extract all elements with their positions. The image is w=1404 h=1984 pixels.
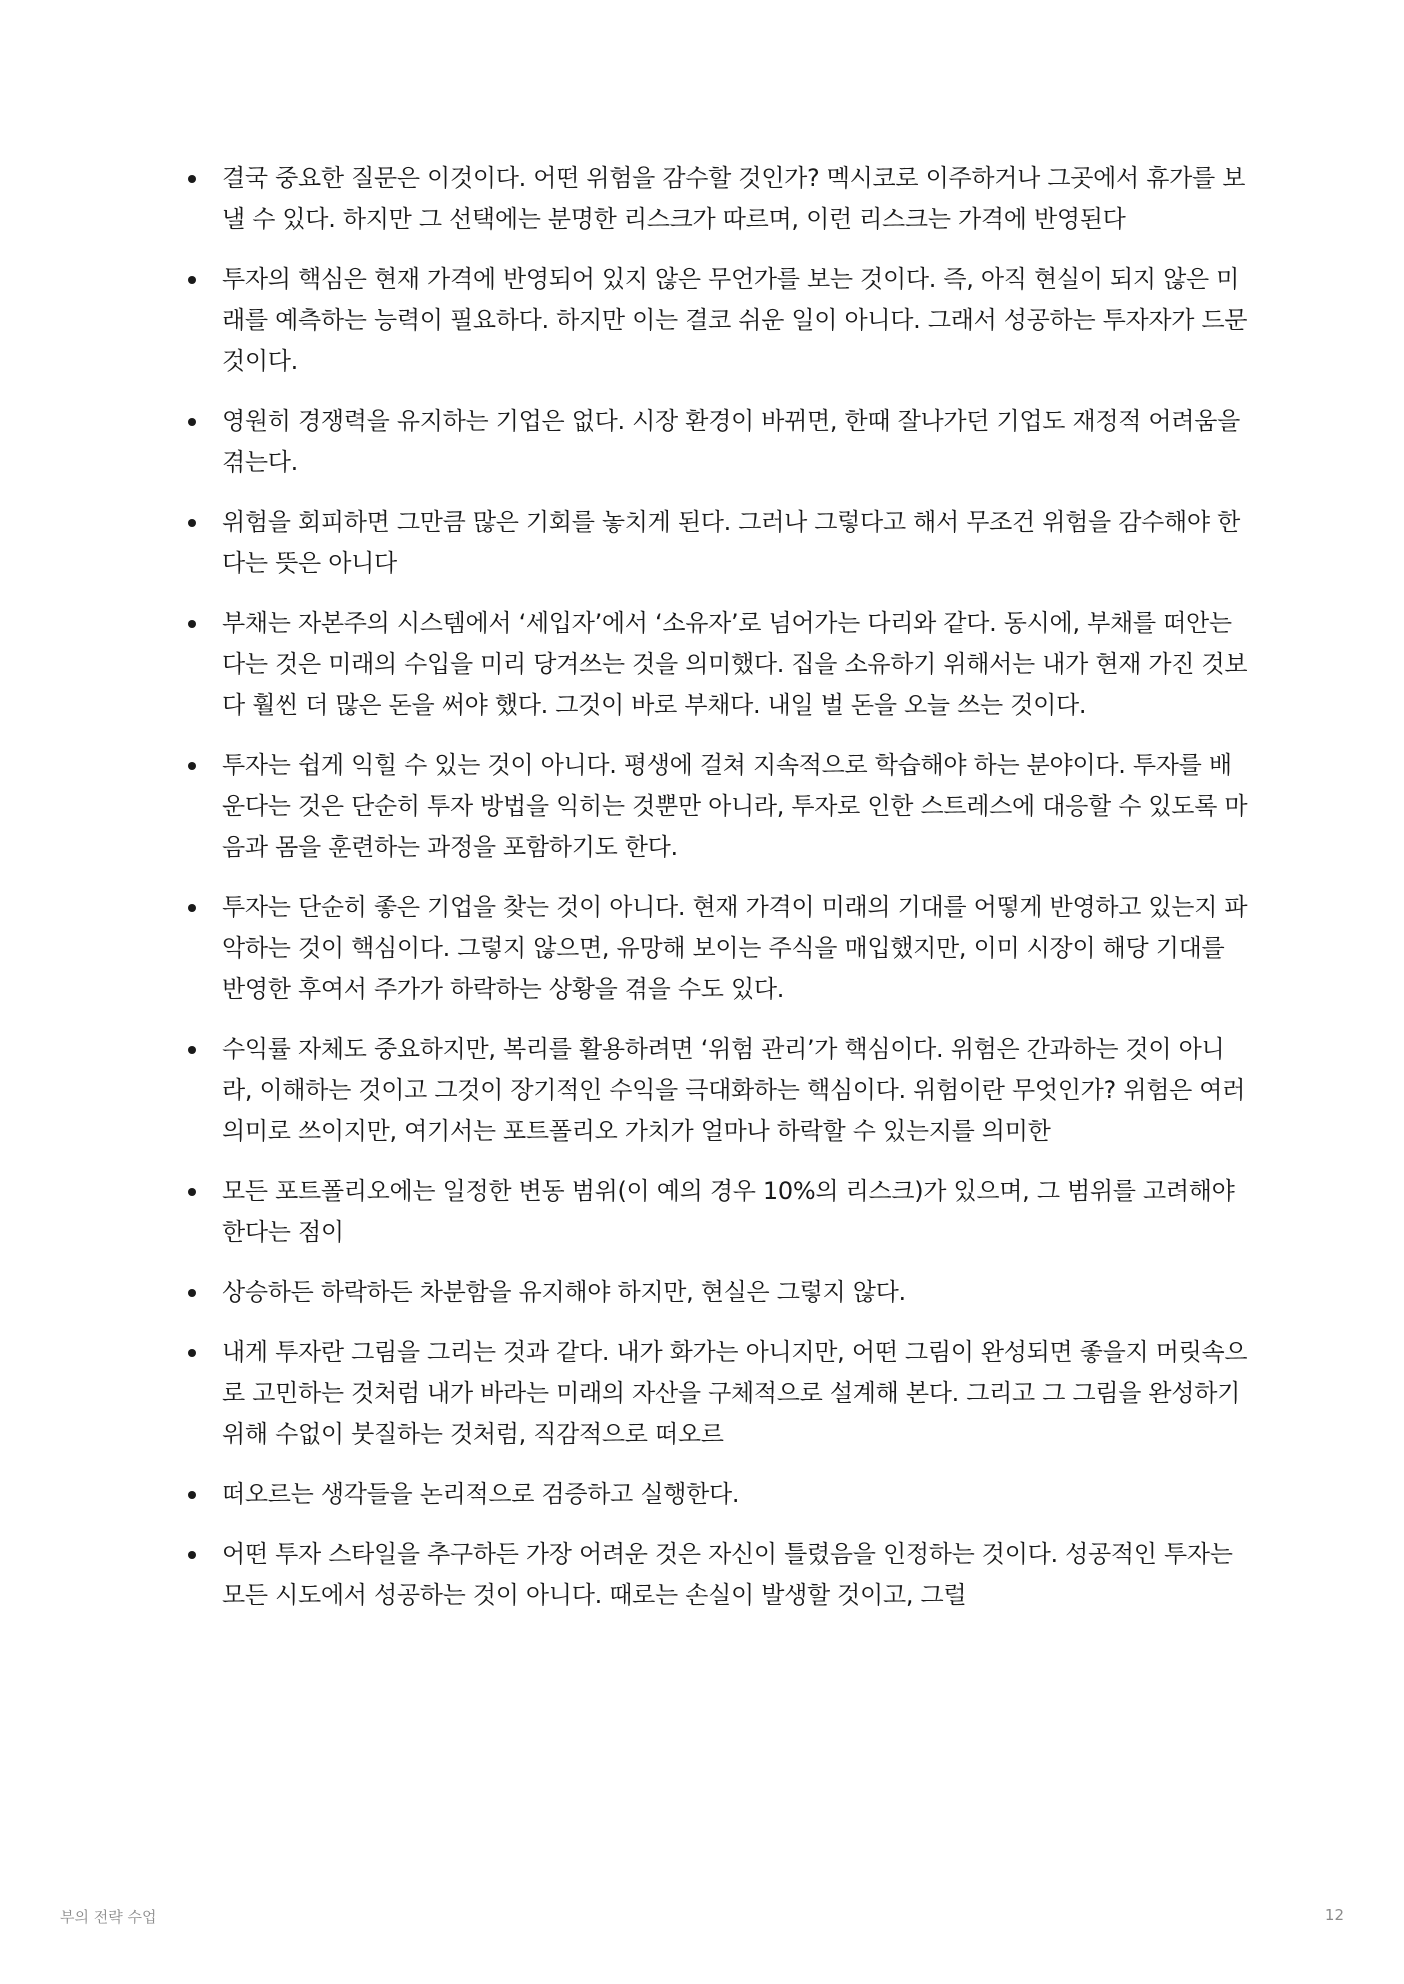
bullet-icon (188, 1491, 196, 1499)
bullet-icon (188, 1349, 196, 1357)
list-item-text: 부채는 자본주의 시스템에서 ‘세입자’에서 ‘소유자’로 넘어가는 다리와 같다. 동시에, 부채를 떠안는다는 것은 미래의 수입을 미리 당겨쓰는 것을 의미했다. 집을 소유하기 위해서는 내가 현재 가진 것보다 훨씬 더 많은 돈을 써야 했다. 그것이 바로 부채다. 내일 벌 돈을 오늘 쓰는 것이다. (222, 609, 1248, 719)
page-content (188, 158, 1248, 1635)
list-item (188, 745, 1248, 868)
list-item-text: 상승하든 하락하든 차분함을 유지해야 하지만, 현실은 그렇지 않다. (222, 1278, 906, 1306)
bullet-icon (188, 1551, 196, 1559)
list-item (188, 603, 1248, 726)
list-item-text: 투자는 단순히 좋은 기업을 찾는 것이 아니다. 현재 가격이 미래의 기대를 어떻게 반영하고 있는지 파악하는 것이 핵심이다. 그렇지 않으면, 유망해 보이는 주식을 매입했지만, 이미 시장이 해당 기대를 반영한 후여서 주가가 하락하는 상황을 겪을 수도 있다. (222, 893, 1248, 1003)
list-item-text: 모든 포트폴리오에는 일정한 변동 범위(이 예의 경우 10%의 리스크)가 있으며, 그 범위를 고려해야 한다는 점이 (222, 1177, 1235, 1246)
bullet-icon (188, 519, 196, 527)
list-item-text: 영원히 경쟁력을 유지하는 기업은 없다. 시장 환경이 바뀌면, 한때 잘나가던 기업도 재정적 어려움을 겪는다. (222, 407, 1240, 476)
list-item (188, 1272, 1248, 1313)
list-item-text: 결국 중요한 질문은 이것이다. 어떤 위험을 감수할 것인가? 멕시코로 이주하거나 그곳에서 휴가를 보낼 수 있다. 하지만 그 선택에는 분명한 리스크가 따르며, 이런 리스크는 가격에 반영된다 (222, 164, 1246, 233)
list-item (188, 158, 1248, 240)
list-item-text: 떠오르는 생각들을 논리적으로 검증하고 실행한다. (222, 1480, 740, 1508)
bullet-list (188, 158, 1248, 1616)
bullet-icon (188, 1188, 196, 1196)
bullet-icon (188, 276, 196, 284)
bullet-icon (188, 418, 196, 426)
list-item (188, 1534, 1248, 1616)
list-item (188, 1332, 1248, 1455)
list-item-text: 투자의 핵심은 현재 가격에 반영되어 있지 않은 무언가를 보는 것이다. 즉, 아직 현실이 되지 않은 미래를 예측하는 능력이 필요하다. 하지만 이는 결코 쉬운 일이 아니다. 그래서 성공하는 투자자가 드문 것이다. (222, 265, 1248, 375)
list-item-text: 어떤 투자 스타일을 추구하든 가장 어려운 것은 자신이 틀렸음을 인정하는 것이다. 성공적인 투자는 모든 시도에서 성공하는 것이 아니다. 때로는 손실이 발생할 것이고, 그럴 (222, 1540, 1233, 1609)
list-item (188, 1474, 1248, 1515)
bullet-icon (188, 1289, 196, 1297)
bullet-icon (188, 175, 196, 183)
list-item (188, 502, 1248, 584)
footer-page-number: 12 (1324, 1906, 1344, 1924)
bullet-icon (188, 620, 196, 628)
list-item-text: 내게 투자란 그림을 그리는 것과 같다. 내가 화가는 아니지만, 어떤 그림이 완성되면 좋을지 머릿속으로 고민하는 것처럼 내가 바라는 미래의 자산을 구체적으로 설계해 본다. 그리고 그 그림을 완성하기 위해 수없이 붓질하는 것처럼, 직감적으로 떠오르 (222, 1338, 1248, 1448)
list-item (188, 401, 1248, 483)
footer-book-title: 부의 전략 수업 (60, 1908, 157, 1926)
list-item (188, 1171, 1248, 1253)
list-item (188, 259, 1248, 382)
bullet-icon (188, 1046, 196, 1054)
list-item-text: 수익률 자체도 중요하지만, 복리를 활용하려면 ‘위험 관리’가 핵심이다. 위험은 간과하는 것이 아니라, 이해하는 것이고 그것이 장기적인 수익을 극대화하는 핵심이다. 위험이란 무엇인가? 위험은 여러 의미로 쓰이지만, 여기서는 포트폴리오 가치가 얼마나 하락할 수 있는지를 의미한 (222, 1035, 1246, 1145)
bullet-icon (188, 762, 196, 770)
list-item-text: 투자는 쉽게 익힐 수 있는 것이 아니다. 평생에 걸쳐 지속적으로 학습해야 하는 분야이다. 투자를 배운다는 것은 단순히 투자 방법을 익히는 것뿐만 아니라, 투자로 인한 스트레스에 대응할 수 있도록 마음과 몸을 훈련하는 과정을 포함하기도 한다. (222, 751, 1248, 861)
list-item-text: 위험을 회피하면 그만큼 많은 기회를 놓치게 된다. 그러나 그렇다고 해서 무조건 위험을 감수해야 한다는 뜻은 아니다 (222, 508, 1240, 577)
bullet-icon (188, 904, 196, 912)
list-item (188, 887, 1248, 1010)
list-item (188, 1029, 1248, 1152)
